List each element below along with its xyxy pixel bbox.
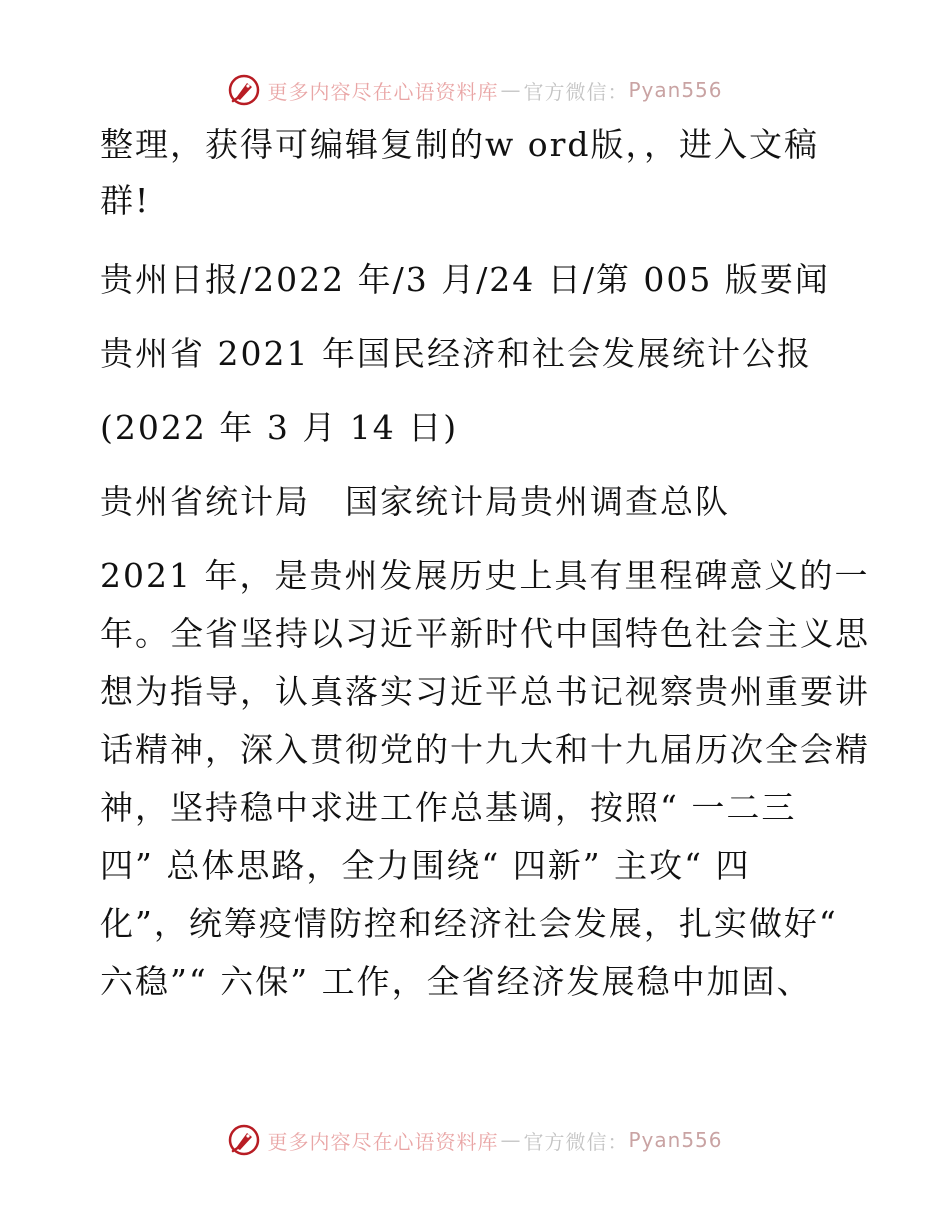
watermark-wechat-label: 官方微信：	[523, 1129, 629, 1154]
body-line-2: 群!	[100, 181, 151, 220]
watermark-separator: —	[500, 1128, 522, 1152]
body-line-14: 六稳”“ 六保” 工作，全省经济发展稳中加固、	[100, 962, 812, 1001]
body-line-11: 神，坚持稳中求进工作总基调，按照“ 一二三	[100, 788, 797, 827]
watermark-wechat-id: Pyan556	[628, 78, 723, 102]
watermark-wechat-id: Pyan556	[628, 1128, 723, 1152]
watermark-separator: —	[500, 78, 522, 102]
body-line-13: 化”，统筹疫情防控和经济社会发展，扎实做好“	[100, 904, 838, 943]
watermark-main-text: 更多内容尽在心语资料库	[267, 1129, 499, 1154]
body-line-7: 2021 年，是贵州发展历史上具有里程碑意义的一	[100, 556, 870, 595]
body-line-10: 话精神，深入贯彻党的十九大和十九届历次全会精	[100, 730, 870, 769]
bulletin-title: 贵州省 2021 年国民经济和社会发展统计公报	[100, 334, 812, 373]
body-line-1: 整理，获得可编辑复制的w ord版，，进入文稿	[100, 125, 820, 164]
watermark-main-text: 更多内容尽在心语资料库	[267, 79, 499, 104]
bulletin-issuer: 贵州省统计局 国家统计局贵州调查总队	[100, 482, 730, 521]
body-line-9: 想为指导，认真落实习近平总书记视察贵州重要讲	[100, 672, 870, 711]
pen-nib-logo-icon	[227, 1123, 261, 1157]
pen-nib-logo-icon	[227, 73, 261, 107]
body-line-12: 四” 总体思路，全力围绕“ 四新” 主攻“ 四	[100, 846, 751, 885]
watermark-wechat-label: 官方微信：	[523, 79, 629, 104]
header-watermark-banner	[0, 70, 950, 110]
footer-watermark-banner	[0, 1120, 950, 1160]
newspaper-source-line: 贵州日报/2022 年/3 月/24 日/第 005 版要闻	[100, 260, 830, 299]
bulletin-date: (2022 年 3 月 14 日)	[100, 408, 459, 447]
body-line-8: 年。全省坚持以习近平新时代中国特色社会主义思	[100, 614, 870, 653]
